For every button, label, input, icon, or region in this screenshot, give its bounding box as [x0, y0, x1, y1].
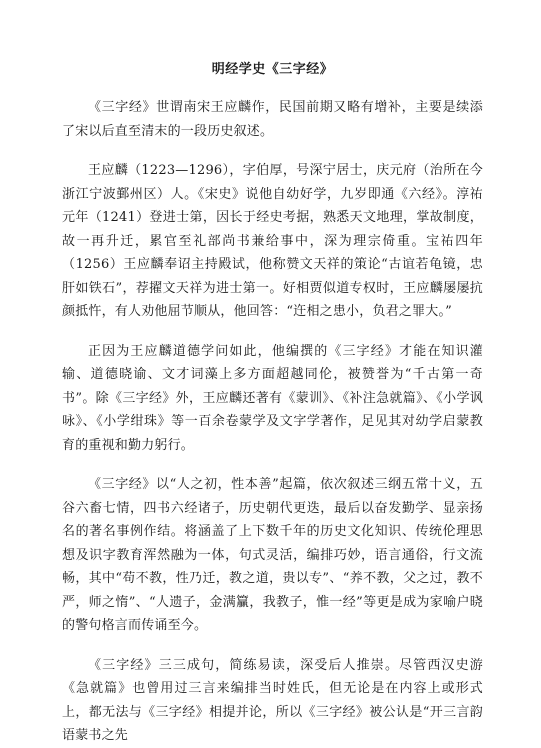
paragraph-form-evaluation: 《三字经》三三成句，简练易读，深受后人推崇。尽管西汉史游《急就篇》也曾用过三言来编排当时姓氏，但无论是在内容上或形式上，都无法与《三字经》相提并论，所以《三字经》被公认是“开三言韵语蒙书之先	[62, 657, 483, 743]
paragraph-author-biography: 王应麟（1223—1296），字伯厚，号深宁居士，庆元府（治所在今浙江宁波鄞州区）人。《宋史》说他自幼好学，九岁即通《六经》。淳祐元年（1241）登进士第，因长于经史考据，熟悉天文地理，掌故制度，故一再升迁，累官至礼部尚书兼给事中，深为理宗倚重。宝祐四年（1256）王应麟奉诏主持殿试，他称赞文天祥的策论“古谊若龟镜，忠肝如铁石”，荐擢文天祥为进士第一。好相贾似道专权时，王应麟屡屡抗颜抵忤，有人劝他屈节顺从，他回答：“迕相之患小，负君之罪大。”	[62, 163, 483, 319]
paragraph-author-works: 正因为王应麟道德学问如此，他编撰的《三字经》才能在知识灌输、道德晓谕、文才词藻上多方面超越同伦，被赞誉为“千古第一奇书”。除《三字经》外，王应麟还著有《蒙训》、《补注急就篇》、《小学讽咏》、《小学绀珠》等一百余卷蒙学及文字学著作，足见其对幼学启蒙教育的重视和勤力躬行。	[62, 343, 483, 453]
document-title: 明经学史《三字经》	[211, 62, 334, 77]
paragraph-content-summary: 《三字经》以“人之初，性本善”起篇，依次叙述三纲五常十义，五谷六畜七情，四书六经诸子，历史朝代更迭，最后以奋发勤学、显亲扬名的著名事例作结。将涵盖了上下数千年的历史文化知识、传统伦理思想及识字教育浑然融为一体，句式灵活，编排巧妙，语言通俗，行文流畅，其中“苟不教，性乃迁，教之道，贵以专”、“养不教，父之过，教不严，师之惰”、“人遗子，金满籯，我教子，惟一经”等更是成为家喻户晓的警句格言而传诵至今。	[62, 477, 483, 633]
paragraph-intro: 《三字经》世谓南宋王应麟作，民国前期又略有增补，主要是续添了宋以后直至清末的一段历史叙述。	[62, 100, 483, 139]
